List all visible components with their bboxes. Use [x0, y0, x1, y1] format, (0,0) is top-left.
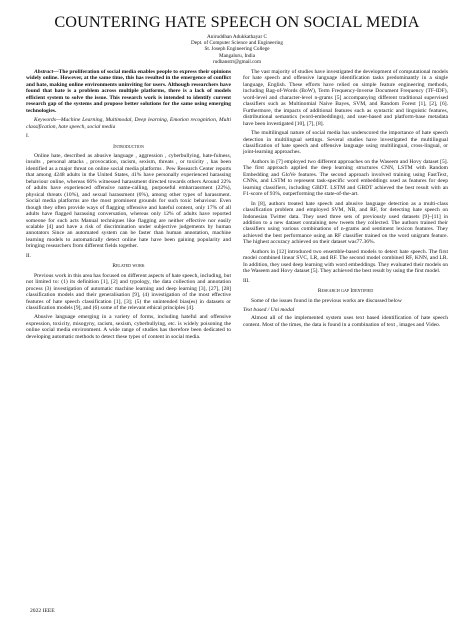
right-paragraph-1: The vast majority of studies have investigated the development of computational models for hate speech and offensive language identification tasks predominantly in a single language, English. These efforts have relied on simple feature engineering methods, including Bag-of-Words (BoW), Term Frequency-Inverse Document Frequency (TF-IDF), word-level and character-level n-grams [5] accompanying different traditional supervised classifiers such as Multinomial Naive Bayes, SVM, and Random Forest [1], [2], [6]. Furthermore, the impacts of additional features such as syntactic and linguistic features, distributional semantics (word-embeddings), and user-based and platform-base metadata have been investigated [10], [7], [8]. — [243, 69, 448, 127]
keywords: Keywords—Machine Learning, Multimodal, Deep learning, Emotion recognition, Multi classification, hate speech, social media — [26, 117, 231, 130]
author-block — [26, 34, 448, 65]
footer-copyright: 2022 IEEE — [30, 608, 55, 614]
gap-heading: Research gap Identified — [317, 288, 374, 295]
right-paragraph-5: Authors in [12] introduced two ensemble-based models to detect hate speech. The first model combined linear SVC, LR, and RF. The second model combined RF, KNN, and LR. In addition, they used deep learning with word embeddings. They evaluated their models on the Waseem and Hovy dataset [5]. They achieved the best result by using the first model. — [243, 248, 448, 275]
gap-paragraph-1: Some of the issues found in the previous works are discussed below — [251, 297, 402, 304]
left-column — [26, 69, 231, 343]
gap-paragraph-2: Almost all of the implemented system uses text based identification of hate speech content. Most of the times, the data is found in a combination of text , images and Video. — [243, 315, 448, 328]
two-column-body — [26, 69, 448, 343]
abstract-text: —The proliferation of social media enables people to express their opinions widely online. However, at the same time, this has resulted in the emergence of conflict and hate, making online environments uninviting for users. Although researchers have found that hate is a problem across multiple platforms, there is a lack of models efficient system to solve the issue. This research work is intended to identify current research gap of the systems and propose better solutions for the same using emerging technologies. — [26, 69, 231, 114]
abstract-lead: Abstract — [34, 69, 54, 76]
author-city: Mangaluru, India — [218, 52, 255, 59]
right-paragraph-4: In [8], authors treated hate speech and abusive language detection as a multi-class classification problem and employed SVM, NB, and RF, for detecting hate speech on Indonesian Twitter data. They used three sets of previously used datasets [9]–[11] in addition to a new dataset containing new tweets they collected. The authors trained their classifiers using various combinations of n-grams and sentiment lexicon features. They achieved the best performance using an RF classifier trained on the word unigram feature. The highest accuracy achieved on their dataset was77.36%. — [243, 200, 448, 246]
abstract — [26, 69, 231, 114]
gap-subheading: Text based / Uni modal — [243, 306, 295, 313]
related-paragraph-2: Abusive language emerging in a variety of forms, including hateful and offensive expression, toxicity, misogyny, racism, sexism, cyberbullying, etc. is widely poisoning the online social media environment. A wide range of studies has therefore been dedicated to developing automatic methods to detect these types of content in social media. — [26, 314, 231, 340]
intro-heading: Introduction — [113, 143, 144, 150]
paper-title: COUNTERING HATE SPEECH ON SOCIAL MEDIA — [54, 13, 420, 31]
gap-section-number: III. — [243, 277, 250, 284]
author-dept: Dept. of Computer Science and Engineering — [191, 40, 283, 47]
author-name: Aniruddhan Adukkathayar C — [207, 34, 267, 40]
right-column — [243, 69, 448, 343]
related-section-number: II. — [26, 252, 31, 259]
intro-paragraph: Online hate, described as abusive language , aggression , cyberbullying, hate-fulness, insults , personal attacks , provocation, racism, sexism, threats , or toxicity , has been identified as a major threat on online social media platforms . Pew Research Center reports that among 4248 adults in the United States, 41% have personally experienced harassing behaviour online, whereas 66% witnessed harassment directed towards others Around 22% of adults have experienced offensive name-calling, purposeful embarrassment (22%), physical threats (10%), and sexual harassment (6%), among other types of harassment. Social media platforms are the most prominent grounds for such toxic behaviour. Even though they often provide ways of flagging offensive and hateful content, only 17% of all adults have flagged harassing conversation, whereas only 12% of adults have reported someone for such acts Manual techniques like flagging are neither effective nor easily scalable [4] and have a risk of discrimination under subjective judgements by human annotators Since an automated system can be faster than human annotation, machine learning models to automatically detect online hate have been gaining popularity and bringing researchers from different fields together. — [26, 153, 231, 250]
right-paragraph-2: The multilingual nature of social media has underscored the importance of hate speech detection in multilingual settings. Several studies have investigated the multilingual classification of hate speech and offensive language using multilingual, cross-lingual, or joint-learning approaches. — [243, 130, 448, 156]
related-heading: Related work — [112, 263, 145, 270]
author-email: rudhanstrr@gmail.com — [212, 58, 262, 65]
intro-section-number: I. — [26, 133, 30, 140]
related-paragraph-1: Previous work in this area has focused on different aspects of hate speech, including, but not limited to: (1) its definition [1], [2] and typology, the data collection and annotation process (3) investigation of automatic machine learning and deep learning [3], [27], [28] classification models and their generalisation [9], (4) investigation of the most effective features of hate speech classification [1], [3]; (5) the unintended bias(es) in datasets or classification models [9], and (6) some of the relevant ethical principles [4]. — [26, 272, 231, 311]
author-college: St. Joseph Engineering College — [204, 46, 270, 53]
right-paragraph-3: Authors in [7] employed two different approaches on the Waseem and Hovy dataset [5]. The first approach applied the deep learning structures CNN, LSTM with Random Embedding and GloVe features. The second approach involved training using FastText, CNNs, and LSTM to represent task-specific word embeddings used as features for deep learning classifiers, including GBDT. LSTM and GBDT achieved the best result with an F1-score of 93%, outperforming the state-of-the-art. — [243, 158, 448, 198]
